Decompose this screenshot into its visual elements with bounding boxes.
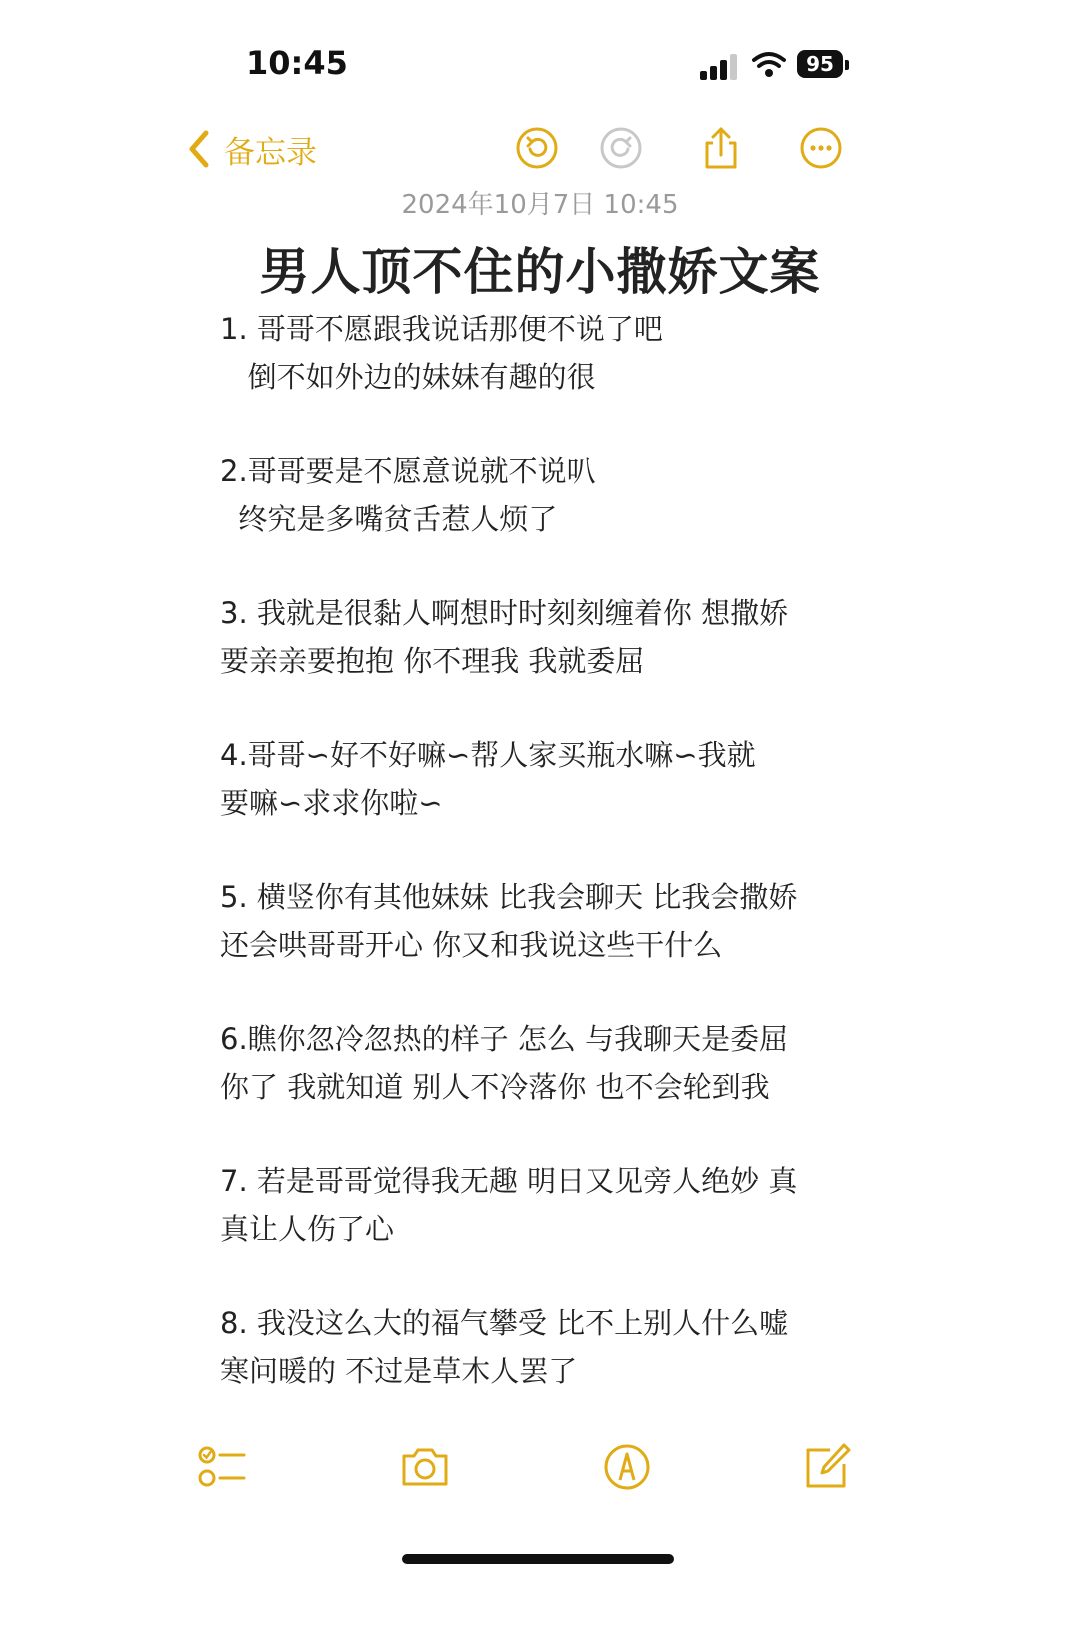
compose-icon[interactable]: [800, 1440, 854, 1494]
share-icon[interactable]: [698, 125, 744, 171]
note-line: 你了 我就知道 别人不冷落你 也不会轮到我: [220, 1070, 770, 1104]
note-entry: [220, 305, 860, 401]
note-line: 寒问暖的 不过是草木人罢了: [220, 1354, 578, 1388]
bottom-toolbar: [0, 1440, 1080, 1510]
home-indicator[interactable]: [402, 1554, 674, 1564]
camera-icon[interactable]: [398, 1440, 452, 1494]
note-entry: [220, 1015, 860, 1111]
checklist-icon[interactable]: [196, 1440, 250, 1494]
note-entry: [220, 589, 860, 685]
cellular-signal-icon: [700, 54, 740, 80]
note-line: 5. 横竖你有其他妹妹 比我会聊天 比我会撒娇: [220, 880, 798, 914]
note-line: 2.哥哥要是不愿意说就不说叭: [220, 454, 596, 488]
markup-icon[interactable]: [600, 1440, 654, 1494]
note-timestamp: 2024年10月7日 10:45: [401, 190, 679, 220]
note-entry: [220, 731, 860, 827]
note-line: 要亲亲要抱抱 你不理我 我就委屈: [220, 644, 645, 678]
wifi-icon: [752, 50, 786, 78]
note-line: 6.瞧你忽冷忽热的样子 怎么 与我聊天是委屈: [220, 1022, 789, 1056]
status-bar: [0, 0, 1080, 110]
battery-cap: [845, 60, 849, 70]
note-entry: [220, 873, 860, 969]
nav-bar: [0, 115, 1080, 185]
chevron-left-icon: [186, 129, 212, 169]
note-line: 7. 若是哥哥觉得我无趣 明日又见旁人绝妙 真: [220, 1164, 798, 1198]
note-line: 8. 我没这么大的福气攀受 比不上别人什么嘘: [220, 1306, 789, 1340]
note-entry: [220, 1299, 860, 1395]
note-line: 真让人伤了心: [220, 1212, 395, 1246]
back-label: 备忘录: [224, 134, 317, 171]
status-time: 10:45: [246, 44, 348, 82]
note-body[interactable]: [220, 305, 860, 1441]
note-line: 倒不如外边的妹妹有趣的很: [220, 360, 596, 394]
note-line: 3. 我就是很黏人啊想时时刻刻缠着你 想撒娇: [220, 596, 789, 630]
back-button[interactable]: [186, 123, 317, 175]
battery-level: 95: [806, 52, 834, 76]
note-line: 终究是多嘴贫舌惹人烦了: [220, 502, 558, 536]
more-icon[interactable]: [798, 125, 844, 171]
redo-icon[interactable]: [598, 125, 644, 171]
battery-icon: [797, 50, 843, 78]
undo-icon[interactable]: [514, 125, 560, 171]
note-entry: [220, 447, 860, 543]
note-line: 还会哄哥哥开心 你又和我说这些干什么: [220, 928, 723, 962]
note-title[interactable]: 男人顶不住的小撒娇文案: [259, 243, 821, 301]
note-line: 要嘛∽求求你啦∽: [220, 786, 443, 820]
note-line: 4.哥哥∽好不好嘛∽帮人家买瓶水嘛∽我就: [220, 738, 756, 772]
note-entry: [220, 1157, 860, 1253]
note-line: 1. 哥哥不愿跟我说话那便不说了吧: [220, 312, 663, 346]
